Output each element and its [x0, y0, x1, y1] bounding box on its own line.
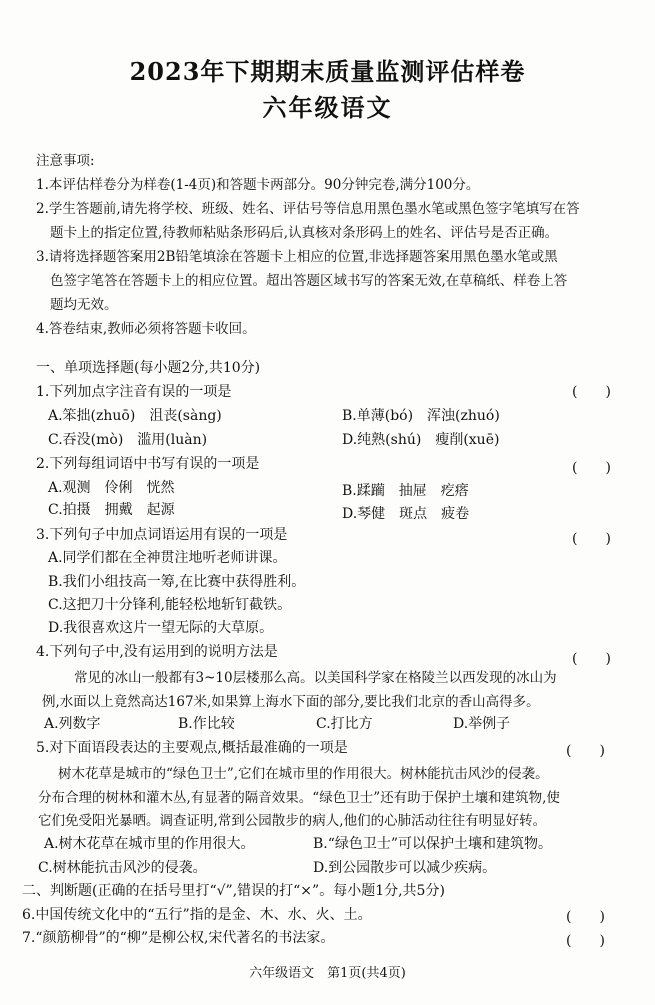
option-b: B.“绿色卫士”可以保护土壤和建筑物。	[313, 836, 553, 852]
passage-line: 分布合理的树林和灌木丛,有显著的隔音效果。“绿色卫士”还有助于保护土壤和建筑物,使	[38, 790, 560, 806]
notes-item: 1.本评估样卷分为样卷(1-4页)和答题卡两部分。90分钟完卷,满分100分。	[36, 177, 480, 193]
notes-item: 4.答卷结束,教师必须将答题卡收回。	[36, 321, 256, 337]
option-d: D.纯熟(shú) 瘦削(xuē)	[342, 432, 500, 448]
question-stem: 5.对下面语段表达的主要观点,概括最准确的一项是	[36, 740, 348, 756]
passage-line: 它们免受阳光暴晒。调查证明,常到公园散步的病人,他们的心肺活动往往有明显好转。	[38, 813, 547, 829]
answer-bracket: ( )	[566, 909, 605, 925]
option-d: D.琴健 斑点 疲卷	[342, 506, 470, 522]
answer-bracket: ( )	[572, 460, 611, 476]
option-d: D.到公园散步可以减少疾病。	[313, 860, 497, 876]
notes-item: 色签字笔答在答题卡上的相应位置。超出答题区域书写的答案无效,在草稿纸、样卷上答	[50, 273, 568, 289]
option-c: C.吞没(mò) 滥用(luàn)	[48, 432, 208, 448]
answer-bracket: ( )	[566, 743, 605, 759]
option-b: B.蹂躏 抽屉 疙瘩	[342, 483, 469, 499]
option-b: B.单薄(bó) 浑浊(zhuó)	[342, 408, 500, 424]
option-d: D.我很喜欢这片一望无际的大草原。	[48, 620, 274, 636]
notes-heading: 注意事项:	[36, 153, 95, 169]
option-b: B.作比较	[178, 716, 235, 732]
notes-item: 3.请将选择题答案用2B铅笔填涂在答题卡上相应的位置,非选择题答案用黑色墨水笔或黑	[36, 249, 558, 265]
question-stem: 1.下列加点字注音有误的一项是	[36, 384, 232, 400]
question-stem: 4.下列句子中,没有运用到的说明方法是	[36, 644, 278, 660]
option-a: A.列数字	[44, 716, 101, 732]
answer-bracket: ( )	[572, 651, 611, 667]
section-heading: 二、判断题(正确的在括号里打“√”,错误的打“×”。每小题1分,共5分)	[22, 883, 445, 899]
passage-line: 例,水面以上竟然高达167米,如果算上海水下面的部分,要比我们北京的香山高得多。	[42, 694, 540, 710]
notes-item: 2.学生答题前,请先将学校、班级、姓名、评估号等信息用黑色墨水笔或黑色签字笔填写在答	[36, 201, 580, 217]
question-stem: 3.下列句子中加点词语运用有误的一项是	[36, 527, 288, 543]
option-c: C.拍摄 拥戴 起源	[48, 502, 175, 518]
option-c: C.树林能抗击风沙的侵袭。	[38, 860, 207, 876]
notes-item: 题卡上的指定位置,待教师粘贴条形码后,认真核对条形码上的姓名、评估号是否正确。	[50, 225, 559, 241]
option-a: A.树木花草在城市里的作用很大。	[44, 836, 255, 852]
page-footer: 六年级语文 第1页(共4页)	[249, 966, 406, 981]
option-a: A.笨拙(zhuō) 沮丧(sàng)	[48, 408, 222, 424]
option-b: B.我们小组技高一筹,在比赛中获得胜利。	[48, 574, 306, 590]
question-stem: 2.下列每组词语中书写有误的一项是	[36, 456, 260, 472]
option-a: A.同学们都在全神贯注地听老师讲课。	[48, 550, 287, 566]
option-c: C.打比方	[316, 716, 373, 732]
judge-question: 7.“颜筋柳骨”的“柳”是柳公权,宋代著名的书法家。	[22, 930, 335, 946]
option-d: D.举例子	[453, 716, 511, 732]
passage-line: 常见的冰山一般都有3~10层楼那么高。以美国科学家在格陵兰以西发现的冰山为	[74, 670, 557, 686]
answer-bracket: ( )	[572, 384, 611, 400]
exam-subtitle: 六年级语文	[262, 93, 393, 122]
passage-line: 树木花草是城市的“绿色卫士”,它们在城市里的作用很大。树林能抗击风沙的侵袭。	[58, 766, 549, 782]
answer-bracket: ( )	[572, 531, 611, 547]
judge-question: 6.中国传统文化中的“五行”指的是金、木、水、火、土。	[22, 907, 372, 923]
notes-item: 题均无效。	[50, 297, 118, 313]
exam-title: 2023年下期期末质量监测评估样卷	[129, 57, 526, 86]
option-c: C.这把刀十分锋利,能轻松地斩钉截铁。	[48, 597, 292, 613]
answer-bracket: ( )	[566, 933, 605, 949]
section-heading: 一、单项选择题(每小题2分,共10分)	[36, 360, 261, 376]
option-a: A.观测 伶俐 恍然	[48, 480, 175, 496]
